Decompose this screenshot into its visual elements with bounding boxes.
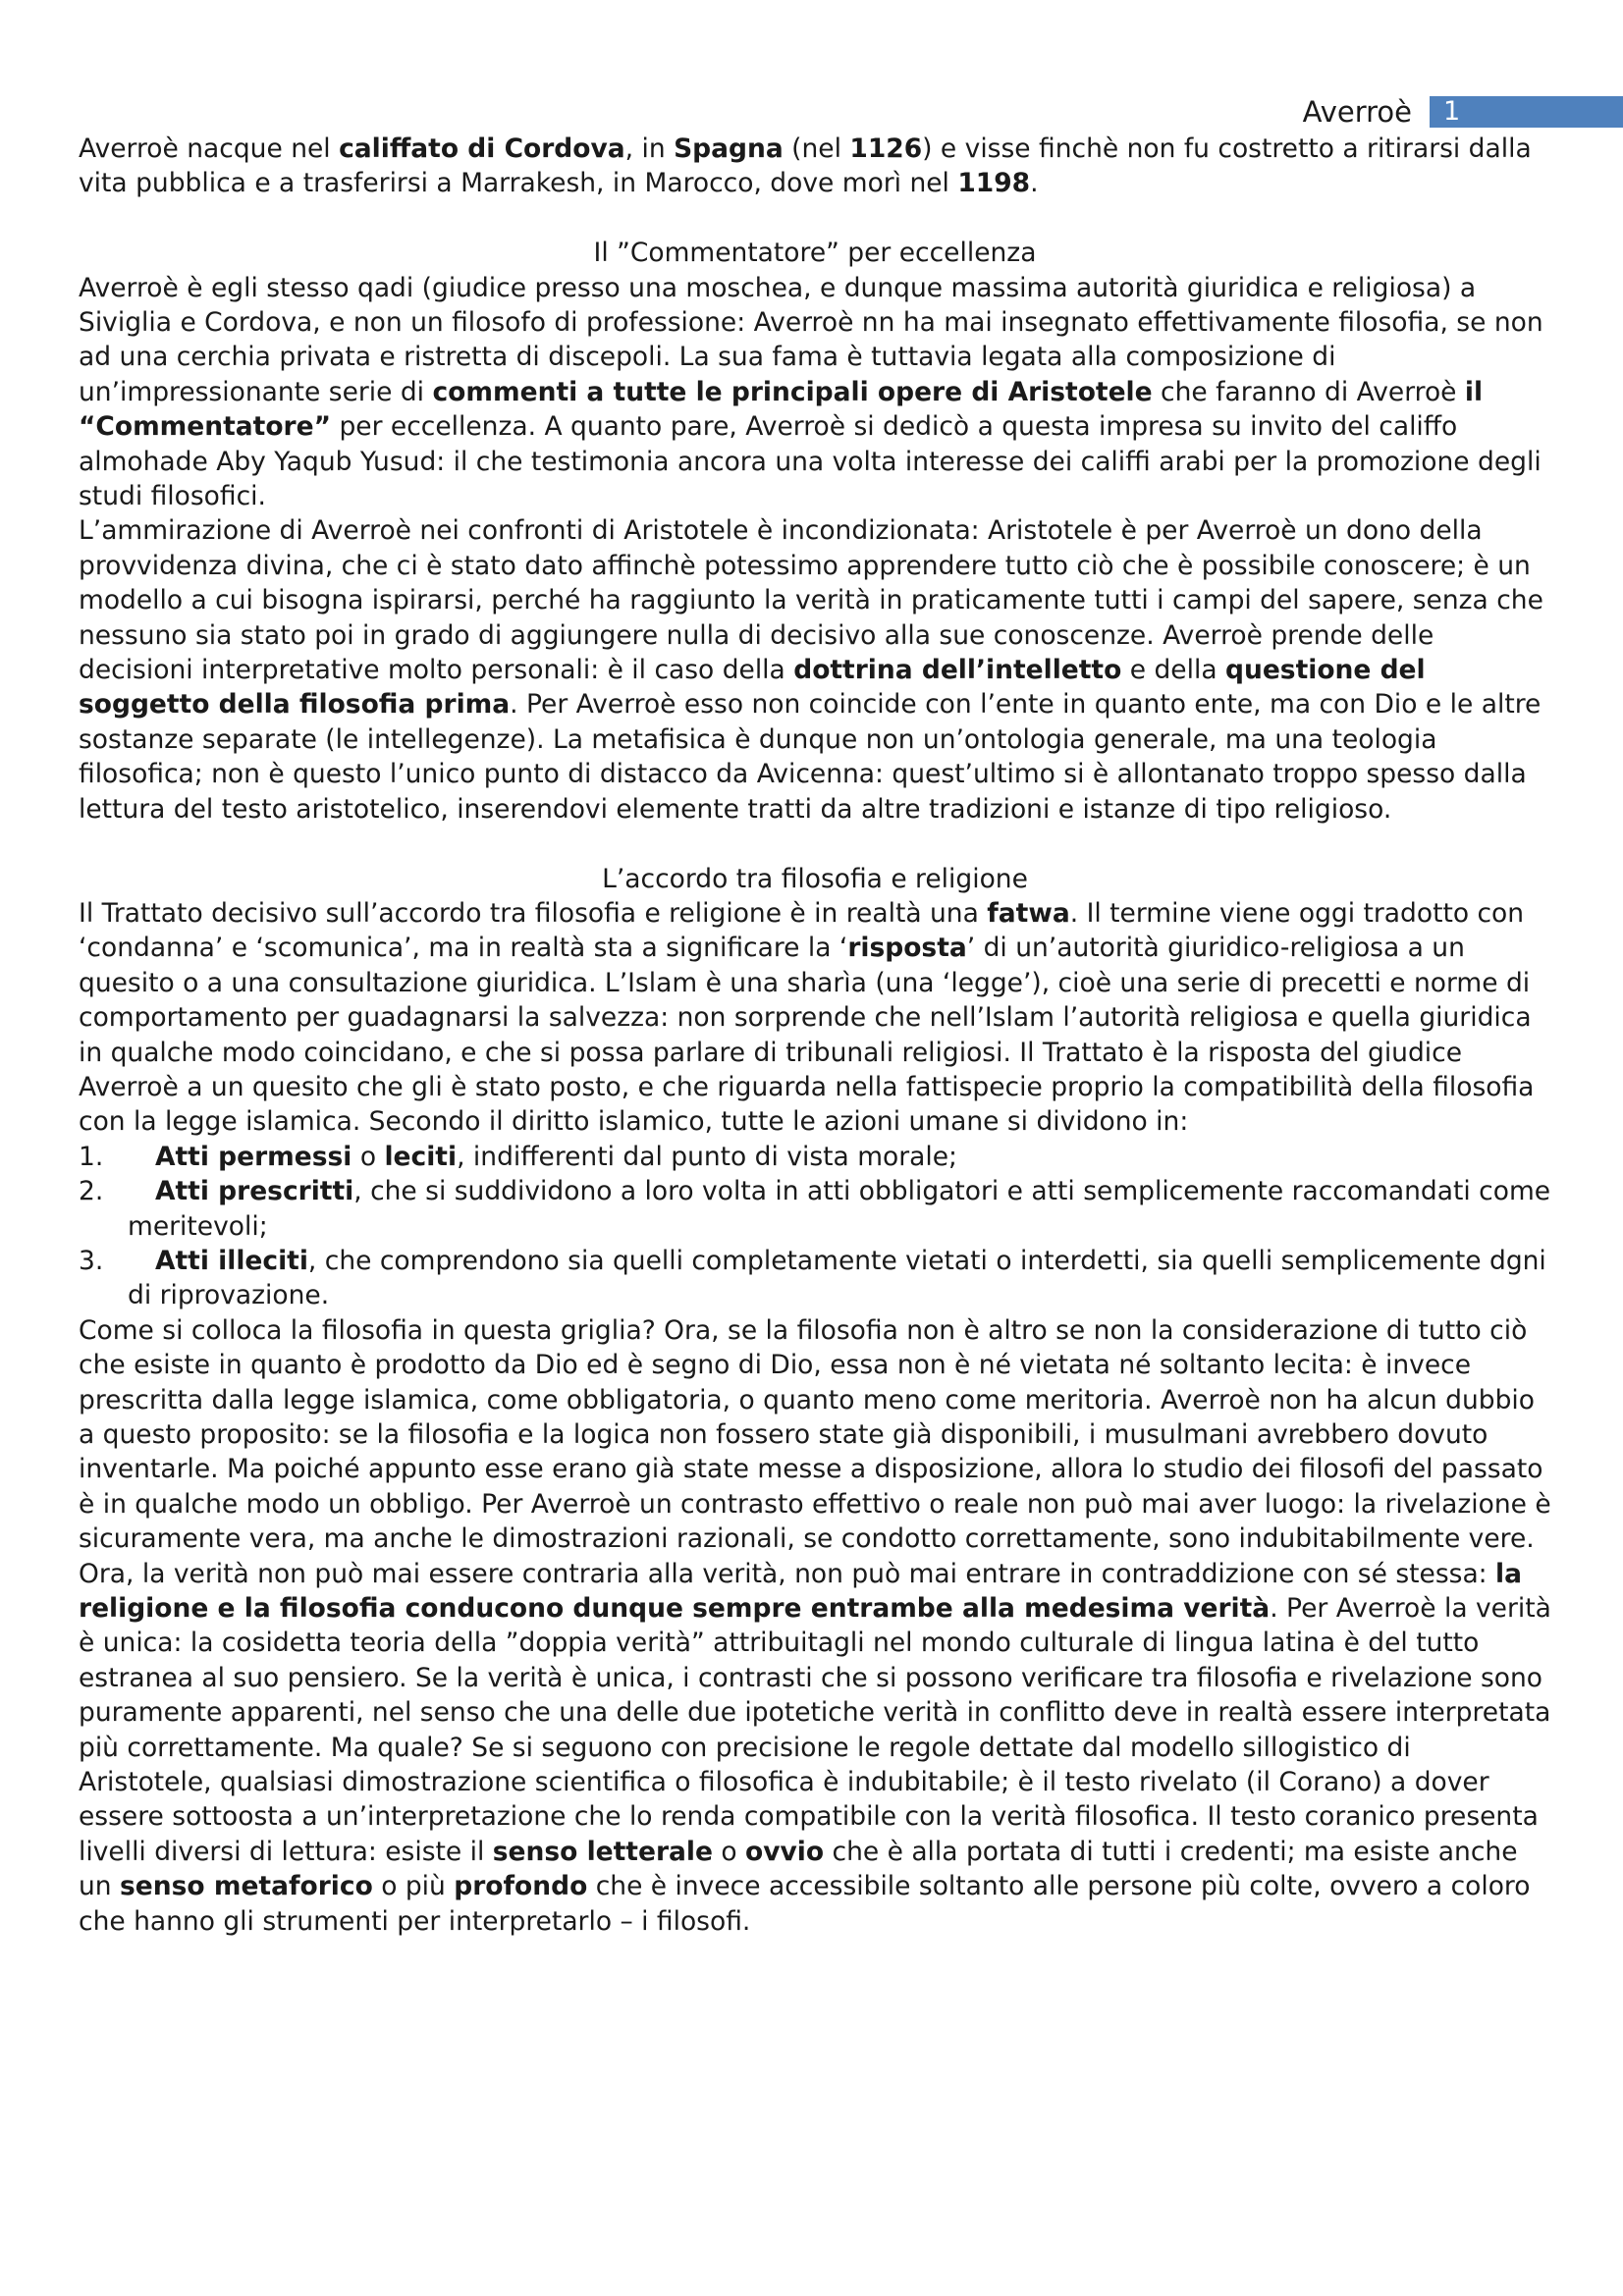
list-item: 1. Atti permessi o leciti, indifferenti dal punto di vista morale; <box>79 1140 1551 1174</box>
list-number: 3. <box>79 1245 104 1276</box>
intro-paragraph: Averroè nacque nel califfato di Cordova, in Spagna (nel 1126) e visse finchè non fu costretto a ritirarsi dalla vita pubblica e a trasferirsi a Marrakesh, in Marocco, dove morì nel 1198. <box>79 133 1532 199</box>
list-item: 2. Atti prescritti, che si suddividono a loro volta in atti obbligatori e atti semplicemente raccomandati come meritevoli; <box>79 1176 1551 1242</box>
acts-list <box>79 1140 1551 1313</box>
page-header <box>79 94 1623 130</box>
header-title: Averroè <box>1302 95 1412 129</box>
page-number-badge: 1 <box>1430 96 1623 128</box>
section1-paragraph-1: Averroè è egli stesso qadi (giudice presso una moschea, e dunque massima autorità giuridica e religiosa) a Siviglia e Cordova, e non un filosofo di professione: Averroè nn ha mai insegnato effettivamente filosofia, se non ad una cerchia privata e ristretta di discepoli. La sua fama è tuttavia legata alla composizione di un’impressionante serie di commenti a tutte le principali opere di Aristotele che faranno di Averroè il “Commentatore” per eccellenza. A quanto pare, Averroè si dedicò a questa impresa su invito del califfo almohade Aby Yaqub Yusud: il che testimonia ancora una volta interesse dei califfi arabi per la promozione degli studi filosofici. <box>79 272 1543 512</box>
section1-paragraph-2: L’ammirazione di Averroè nei confronti di Aristotele è incondizionata: Aristotele è per Averroè un dono della provvidenza divina, che ci è stato dato affinchè potessimo apprendere tutto ciò che è possibile conoscere; è un modello a cui bisogna ispirarsi, perché ha raggiunto la verità in praticamente tutti i campi del sapere, senza che nessuno sia stato poi in grado di aggiungere nulla di decisivo alla sue conoscenze. Averroè prende delle decisioni interpretative molto personali: è il caso della dottrina dell’intelletto e della questione del soggetto della filosofia prima. Per Averroè esso non coincide con l’ente in quanto ente, ma con Dio e le altre sostanze separate (le intellegenze). La metafisica è dunque non un’ontologia generale, ma una teologia filosofica; non è questo l’unico punto di distacco da Avicenna: quest’ultimo si è allontanato troppo spesso dalla lettura del testo aristotelico, inserendovi elemente tratti da altre tradizioni e istanze di tipo religioso. <box>79 515 1543 825</box>
section-heading-commentatore: Il ”Commentatore” per eccellenza <box>593 238 1037 269</box>
section-heading-accordo: L’accordo tra filosofia e religione <box>602 863 1028 894</box>
list-number: 2. <box>79 1176 104 1207</box>
spacer <box>79 201 1551 236</box>
section2-paragraph-1: Il Trattato decisivo sull’accordo tra filosofia e religione è in realtà una fatwa. Il termine viene oggi tradotto con ‘condanna’ e ‘scomunica’, ma in realtà sta a significare la ‘risposta’ di un’autorità giuridico-religiosa a un quesito o a una consultazione giuridica. L’Islam è una sharìa (una ‘legge’), cioè una serie di precetti e norme di comportamento per guadagnarsi la salvezza: non sorprende che nell’Islam l’autorità religiosa e quella giuridica in qualche modo coincidano, e che si possa parlare di tribunali religiosi. Il Trattato è la risposta del giudice Averroè a un quesito che gli è stato posto, e che riguarda nella fattispecie proprio la compatibilità della filosofia con la legge islamica. Secondo il diritto islamico, tutte le azioni umane si dividono in: <box>79 897 1535 1138</box>
section2-paragraph-2: Come si colloca la filosofia in questa griglia? Ora, se la filosofia non è altro se non la considerazione di tutto ciò che esiste in quanto è prodotto da Dio ed è segno di Dio, essa non è né vietata né soltanto lecita: è invece prescritta dalla legge islamica, come obbligatoria, o quanto meno come meritoria. Averroè non ha alcun dubbio a questo proposito: se la filosofia e la logica non fossero state già disponibili, i musulmani avrebbero dovuto inventarle. Ma poiché appunto esse erano già state messe a disposizione, allora lo studio dei filosofi del passato è in qualche modo un obbligo. Per Averroè un contrasto effettivo o reale non può mai aver luogo: la rivelazione è sicuramente vera, ma anche le dimostrazioni razionali, se condotto correttamente, sono indubitabilmente vere. Ora, la verità non può mai essere contraria alla verità, non può mai entrare in contraddizione con sé stessa: la religione e la filosofia conducono dunque sempre entrambe alla medesima verità. Per Averroè la verità è unica: la cosidetta teoria della ”doppia verità” attribuitagli nel mondo culturale di lingua latina è del tutto estranea al suo pensiero. Se la verità è unica, i contrasti che si possono verificare tra filosofia e rivelazione sono puramente apparenti, nel senso che una delle due ipotetiche verità in conflitto deve in realtà essere interpretata più correttamente. Ma quale? Se si seguono con precisione le regole dettate dal modello sillogistico di Aristotele, qualsiasi dimostrazione scientifica o filosofica è indubitabile; è il testo rivelato (il Corano) a dover essere sottoosta a un’interpretazione che lo renda compatibile con la verità filosofica. Il testo coranico presenta livelli diversi di lettura: esiste il senso letterale o ovvio che è alla portata di tutti i credenti; ma esiste anche un senso metaforico o più profondo che è invece accessibile soltanto alle persone più colte, ovvero a coloro che hanno gli strumenti per interpretarlo – i filosofi. <box>79 1314 1551 1937</box>
list-item: 3. Atti illeciti, che comprendono sia quelli completamente vietati o interdetti, sia quelli semplicemente dgni di riprovazione. <box>79 1245 1546 1311</box>
spacer <box>79 827 1551 861</box>
document-body <box>79 132 1551 1939</box>
list-number: 1. <box>79 1141 104 1172</box>
